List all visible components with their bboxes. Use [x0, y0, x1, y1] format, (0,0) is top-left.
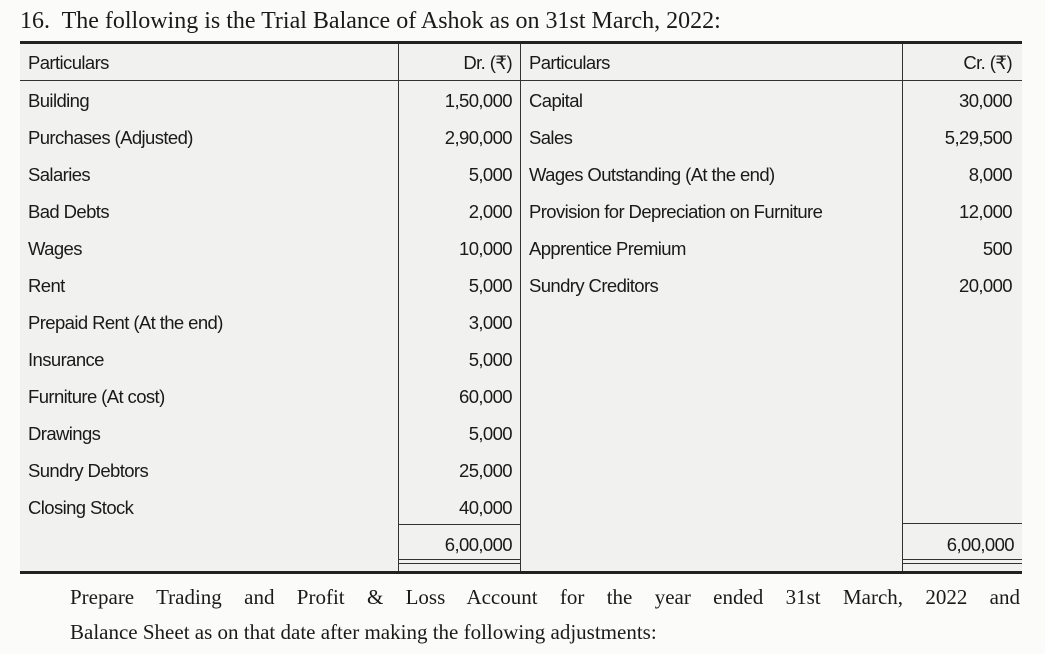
debit-particular: Drawings	[28, 423, 101, 444]
debit-particular: Building	[28, 90, 90, 111]
debit-amount: 40,000	[459, 497, 512, 518]
debit-particular: Sundry Debtors	[28, 460, 149, 481]
debit-amount: 2,90,000	[444, 127, 512, 148]
debit-particular: Salaries	[28, 164, 91, 185]
column-divider	[520, 44, 521, 571]
debit-amount: 60,000	[459, 386, 512, 407]
credit-amount: 20,000	[959, 275, 1012, 296]
header-cr-amount: Cr. (₹)	[963, 52, 1012, 73]
header-dr-amount: Dr. (₹)	[463, 52, 512, 73]
debit-amount: 5,000	[468, 423, 512, 444]
credit-amount: 8,000	[968, 164, 1012, 185]
debit-amount: 5,000	[468, 349, 512, 370]
debit-amount: 3,000	[468, 312, 512, 333]
question-number: 16.	[20, 8, 50, 34]
question-text: The following is the Trial Balance of Ashok as on 31st March, 2022:	[61, 8, 721, 34]
header-dr-particulars: Particulars	[28, 52, 109, 73]
credit-particular: Capital	[529, 90, 583, 111]
debit-amount: 25,000	[459, 460, 512, 481]
debit-particular: Rent	[28, 275, 65, 296]
header-cr-particulars: Particulars	[529, 52, 610, 73]
debit-particular: Purchases (Adjusted)	[28, 127, 193, 148]
dr-total-double-line	[398, 563, 520, 564]
credit-particular: Provision for Depreciation on Furniture	[529, 201, 823, 222]
credit-particular: Wages Outstanding (At the end)	[529, 164, 775, 185]
credit-amount: 500	[982, 238, 1012, 259]
cr-total: 6,00,000	[946, 534, 1014, 555]
cr-total-double-line	[902, 563, 1022, 564]
cr-total-line	[902, 523, 1022, 524]
debit-amount: 1,50,000	[444, 90, 512, 111]
debit-particular: Prepaid Rent (At the end)	[28, 312, 223, 333]
credit-amount: 30,000	[959, 90, 1012, 111]
debit-particular: Wages	[28, 238, 82, 259]
debit-particular: Closing Stock	[28, 497, 134, 518]
debit-particular: Bad Debts	[28, 201, 109, 222]
trial-balance-table	[20, 41, 1022, 574]
dr-total: 6,00,000	[444, 534, 512, 555]
credit-particular: Sales	[529, 127, 573, 148]
debit-amount: 5,000	[468, 164, 512, 185]
instruction-line-1: Prepare Trading and Profit & Loss Account for the year ended 31st March, 2022 and	[70, 585, 1020, 609]
debit-particular: Furniture (At cost)	[28, 386, 165, 407]
debit-amount: 2,000	[468, 201, 512, 222]
debit-particular: Insurance	[28, 349, 104, 370]
debit-amount: 5,000	[468, 275, 512, 296]
credit-amount: 12,000	[959, 201, 1012, 222]
header-divider	[20, 80, 1022, 81]
debit-amount: 10,000	[459, 238, 512, 259]
question-title	[20, 8, 721, 35]
credit-particular: Apprentice Premium	[529, 238, 686, 259]
credit-particular: Sundry Creditors	[529, 275, 659, 296]
credit-amount: 5,29,500	[944, 127, 1012, 148]
instruction-line-2: Balance Sheet as on that date after making the following adjustments:	[70, 620, 657, 644]
